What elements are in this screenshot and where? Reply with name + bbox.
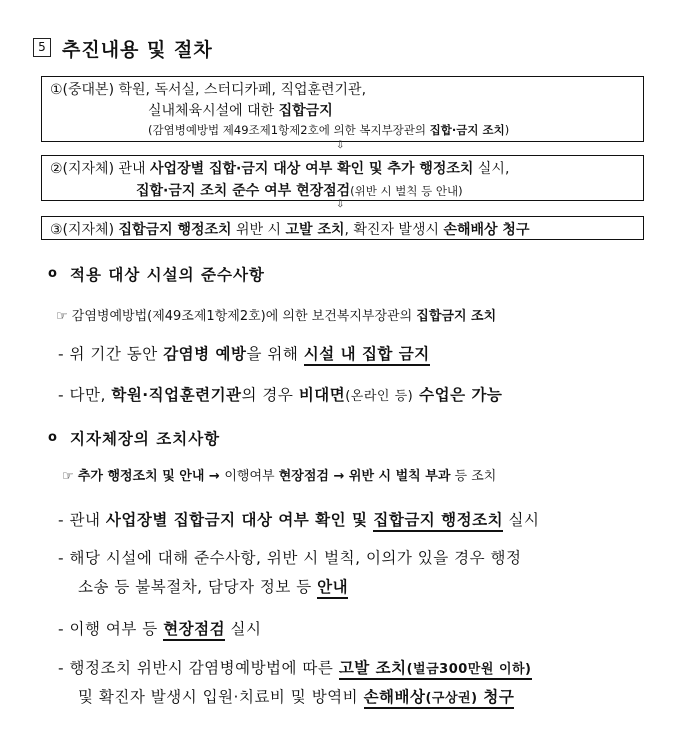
item-text: 의 경우 <box>241 386 299 404</box>
step-3-label: ③(지자체) <box>50 222 115 238</box>
part-2-item-4-line-1 <box>58 656 532 678</box>
step-1-line-2 <box>148 100 333 120</box>
dash: - <box>58 511 65 529</box>
item-underlined: 집합금지 행정조치 <box>373 511 503 532</box>
step-3-text-e: 손해배상 청구 <box>443 222 530 238</box>
item-underlined: 안내 <box>317 578 348 599</box>
item-note: (온라인 등) <box>345 389 414 404</box>
item-underlined: 현장점검 <box>163 620 225 641</box>
part-2-item-2-line-2 <box>78 575 348 597</box>
item-text: 위 기간 동안 <box>69 345 164 363</box>
step-1-text: 학원, 독서실, 스터디카페, 직업훈련기관, <box>118 82 367 98</box>
step-3-text-b: 위반 시 <box>231 222 286 238</box>
item-bold: 사업장별 집합금지 대상 여부 확인 및 <box>105 511 374 529</box>
step-1-label: ①(중대본) <box>50 82 115 98</box>
item-underlined: 고발 조치 <box>339 659 407 680</box>
item-underlined-note: (벌금300만원 이하) <box>407 662 532 680</box>
step-2-label: ②(지자체) <box>50 161 115 177</box>
section-title: 추진내용 및 절차 <box>62 39 213 61</box>
down-arrow-icon: ⇩ <box>336 199 345 210</box>
down-arrow-icon: ⇩ <box>336 140 345 151</box>
part-2-reference-bold: 추가 행정조치 및 안내 → <box>77 469 225 484</box>
pointing-hand-icon: ☞ <box>56 309 68 324</box>
step-2-line-1 <box>50 158 509 178</box>
step-3-text-a: 집합금지 행정조치 <box>118 222 232 238</box>
dash: - <box>58 549 65 567</box>
item-text: 다만, <box>69 386 112 404</box>
part-2-item-2-line-1 <box>58 546 521 568</box>
step-1-note-text: (감염병예방법 제49조제1항제2호에 의한 복지부장관의 <box>148 123 430 137</box>
step-2-text-c: 실시, <box>473 161 510 177</box>
part-1-reference <box>56 305 496 324</box>
item-bold: 학원·직업훈련기관 <box>111 386 242 404</box>
part-2-item-1 <box>58 508 539 530</box>
part-2-reference <box>62 465 496 484</box>
step-2-line-2-underlined: 현장점검 <box>296 183 351 199</box>
dash: - <box>58 386 65 404</box>
item-underlined: 시설 내 집합 금지 <box>304 345 430 366</box>
dash: - <box>58 345 65 363</box>
item-text: 실시 <box>225 620 262 638</box>
item-bold: 수업은 가능 <box>413 386 503 404</box>
item-text: 소송 등 불복절차, 담당자 정보 등 <box>78 578 318 596</box>
item-bold: 감염병 예방 <box>163 345 247 363</box>
section-number-box: 5 <box>33 38 51 57</box>
part-1-item-1 <box>58 342 430 364</box>
part-2-item-4-line-2 <box>78 685 514 707</box>
item-underlined-note: (구상권) <box>425 691 477 709</box>
item-text: 관내 <box>69 511 106 529</box>
part-2-item-3 <box>58 617 261 639</box>
step-1-note-bold: 집합·금지 조치 <box>429 123 505 137</box>
step-1-note-close: ) <box>504 123 510 137</box>
part-2-reference-text: 이행여부 <box>224 469 279 484</box>
item-underlined: 청구 <box>478 688 515 709</box>
step-2-text-a: 관내 <box>118 161 150 177</box>
part-1-title: 적용 대상 시설의 준수사항 <box>70 266 265 284</box>
bullet-o: o <box>48 430 57 445</box>
item-underlined: 손해배상 <box>364 688 426 709</box>
part-1-item-2 <box>58 383 502 405</box>
item-text: 해당 시설에 대해 준수사항, 위반 시 벌칙, 이의가 있을 경우 행정 <box>69 549 522 567</box>
part-2-reference-bold: 현장점검 → 위반 시 벌칙 부과 <box>278 469 451 484</box>
step-2-line-2-bold: 집합·금지 조치 준수 여부 <box>136 183 297 199</box>
part-1-reference-text: 감염병예방법(제49조제1항제2호)에 의한 보건복지부장관의 <box>71 309 417 324</box>
item-text: 및 확진자 발생시 입원·치료비 및 방역비 <box>78 688 364 706</box>
step-2-line-2-note: (위반 시 벌칙 등 안내) <box>350 184 463 198</box>
item-text: 을 위해 <box>246 345 304 363</box>
pointing-hand-icon: ☞ <box>62 469 74 484</box>
part-2-title: 지자체장의 조치사항 <box>70 430 221 448</box>
step-3-text-c: 고발 조치 <box>285 222 345 238</box>
part-2-reference-text: 등 조치 <box>450 469 497 484</box>
step-1-note <box>148 122 509 138</box>
step-1-line-2-bold: 집합금지 <box>278 103 333 119</box>
step-2-line-2 <box>136 180 463 200</box>
step-1-line-1 <box>50 79 366 99</box>
bullet-o: o <box>48 266 57 281</box>
item-bold: 비대면 <box>298 386 346 404</box>
step-3-text-d: , 확진자 발생시 <box>344 222 444 238</box>
item-text: 이행 여부 등 <box>69 620 164 638</box>
part-1-reference-bold: 집합금지 조치 <box>416 309 497 324</box>
step-1-line-2-text: 실내체육시설에 대한 <box>148 103 279 119</box>
item-text: 행정조치 위반시 감염병예방법에 따른 <box>69 659 339 677</box>
step-2-text-bold: 사업장별 집합·금지 대상 여부 확인 및 추가 행정조치 <box>150 161 474 177</box>
step-3-line <box>50 219 529 239</box>
item-text: 실시 <box>503 511 540 529</box>
dash: - <box>58 620 65 638</box>
dash: - <box>58 659 65 677</box>
